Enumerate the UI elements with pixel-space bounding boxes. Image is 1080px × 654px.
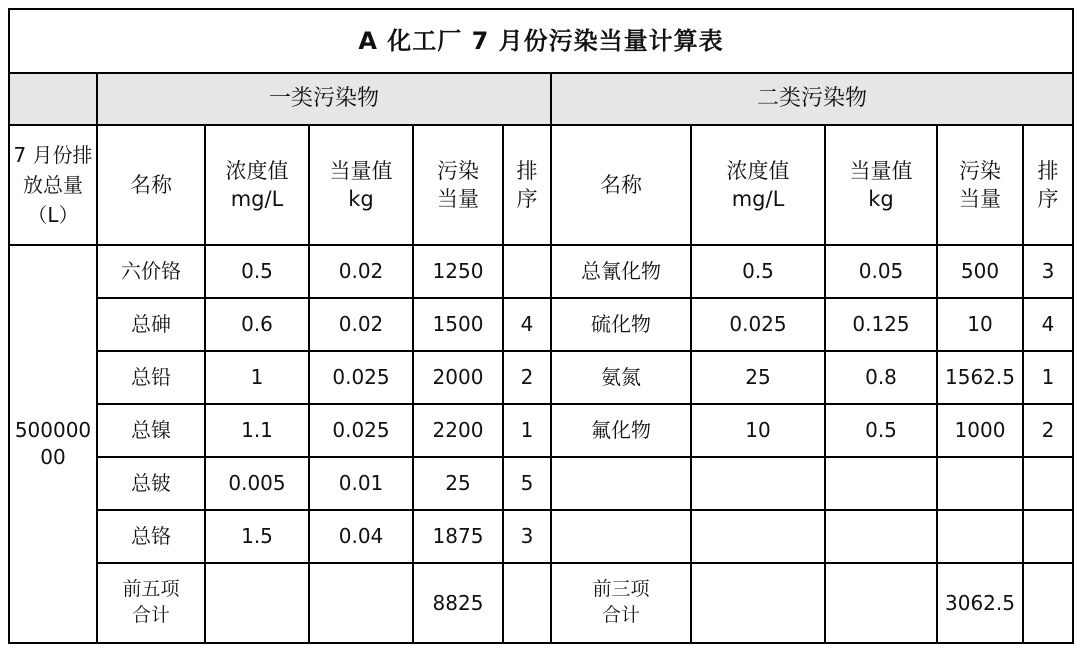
cell-name: 总铅 (97, 351, 205, 404)
cell-name (551, 457, 691, 510)
header-name-1: 名称 (97, 125, 205, 245)
cell-pollution-equiv: 1000 (937, 404, 1023, 457)
cell-pollution-equiv: 500 (937, 245, 1023, 298)
cell-equiv-value: 0.5 (825, 404, 937, 457)
cell-rank: 4 (1023, 298, 1073, 351)
totals-row (9, 563, 1073, 643)
cell-rank: 2 (503, 351, 551, 404)
cell-name: 总氰化物 (551, 245, 691, 298)
cell-equiv-value: 0.8 (825, 351, 937, 404)
cell-name: 六价铬 (97, 245, 205, 298)
cell-pollution-equiv: 2000 (413, 351, 503, 404)
header-conc-1: 浓度值 mg/L (205, 125, 309, 245)
cell-pollution-equiv: 1500 (413, 298, 503, 351)
cell-rank: 2 (1023, 404, 1073, 457)
cell-conc: 1.5 (205, 510, 309, 563)
cell-equiv-value: 0.04 (309, 510, 413, 563)
cell-rank: 3 (503, 510, 551, 563)
table-row (9, 245, 1073, 298)
total-pollution-equiv-1: 8825 (413, 563, 503, 643)
header-equiv-value-1: 当量值 kg (309, 125, 413, 245)
total-conc-1 (205, 563, 309, 643)
cell-rank (1023, 510, 1073, 563)
header-volume: 7 月份排放总量（L） (9, 125, 97, 245)
total-pollution-equiv-2: 3062.5 (937, 563, 1023, 643)
header-conc-2: 浓度值 mg/L (691, 125, 825, 245)
header-pollution-equiv-2: 污染 当量 (937, 125, 1023, 245)
cell-conc: 0.6 (205, 298, 309, 351)
header-pollution-equiv-1: 污染 当量 (413, 125, 503, 245)
cell-equiv-value: 0.025 (309, 351, 413, 404)
cell-equiv-value (825, 457, 937, 510)
cell-pollution-equiv: 2200 (413, 404, 503, 457)
cell-equiv-value: 0.05 (825, 245, 937, 298)
header-rank-1: 排 序 (503, 125, 551, 245)
total-label-2: 前三项 合计 (551, 563, 691, 643)
cell-pollution-equiv: 1250 (413, 245, 503, 298)
cell-equiv-value: 0.125 (825, 298, 937, 351)
total-label-1: 前五项 合计 (97, 563, 205, 643)
total-equiv-value-2 (825, 563, 937, 643)
cell-conc: 10 (691, 404, 825, 457)
cell-equiv-value: 0.025 (309, 404, 413, 457)
total-rank-2 (1023, 563, 1073, 643)
cell-equiv-value: 0.02 (309, 298, 413, 351)
total-conc-2 (691, 563, 825, 643)
cell-name: 总砷 (97, 298, 205, 351)
cell-pollution-equiv: 1562.5 (937, 351, 1023, 404)
pollution-equivalent-table (8, 8, 1074, 644)
cell-rank: 5 (503, 457, 551, 510)
cell-name: 硫化物 (551, 298, 691, 351)
cell-conc: 1 (205, 351, 309, 404)
group-spacer (9, 73, 97, 125)
cell-rank: 3 (1023, 245, 1073, 298)
table-row (9, 298, 1073, 351)
total-rank-1 (503, 563, 551, 643)
cell-rank (503, 245, 551, 298)
header-name-2: 名称 (551, 125, 691, 245)
cell-pollution-equiv (937, 510, 1023, 563)
cell-conc (691, 457, 825, 510)
header-rank-2: 排 序 (1023, 125, 1073, 245)
cell-conc: 0.025 (691, 298, 825, 351)
cell-conc (691, 510, 825, 563)
cell-rank: 1 (1023, 351, 1073, 404)
cell-conc: 0.5 (205, 245, 309, 298)
cell-equiv-value: 0.01 (309, 457, 413, 510)
cell-conc: 0.005 (205, 457, 309, 510)
cell-equiv-value (825, 510, 937, 563)
table-row (9, 404, 1073, 457)
cell-name: 总铍 (97, 457, 205, 510)
group-class1: 一类污染物 (97, 73, 551, 125)
cell-name: 总铬 (97, 510, 205, 563)
group-class2: 二类污染物 (551, 73, 1073, 125)
cell-rank: 4 (503, 298, 551, 351)
cell-rank: 1 (503, 404, 551, 457)
header-equiv-value-2: 当量值 kg (825, 125, 937, 245)
volume-value: 50000000 (9, 245, 97, 643)
cell-name: 氟化物 (551, 404, 691, 457)
cell-name: 总镍 (97, 404, 205, 457)
cell-equiv-value: 0.02 (309, 245, 413, 298)
cell-pollution-equiv: 10 (937, 298, 1023, 351)
table-row (9, 457, 1073, 510)
table-row (9, 510, 1073, 563)
table-title: A 化工厂 7 月份污染当量计算表 (9, 9, 1073, 73)
cell-conc: 25 (691, 351, 825, 404)
cell-rank (1023, 457, 1073, 510)
table-row (9, 351, 1073, 404)
cell-name: 氨氮 (551, 351, 691, 404)
cell-conc: 1.1 (205, 404, 309, 457)
cell-pollution-equiv: 1875 (413, 510, 503, 563)
cell-conc: 0.5 (691, 245, 825, 298)
cell-name (551, 510, 691, 563)
cell-pollution-equiv (937, 457, 1023, 510)
total-equiv-value-1 (309, 563, 413, 643)
cell-pollution-equiv: 25 (413, 457, 503, 510)
table-container (8, 8, 1074, 644)
